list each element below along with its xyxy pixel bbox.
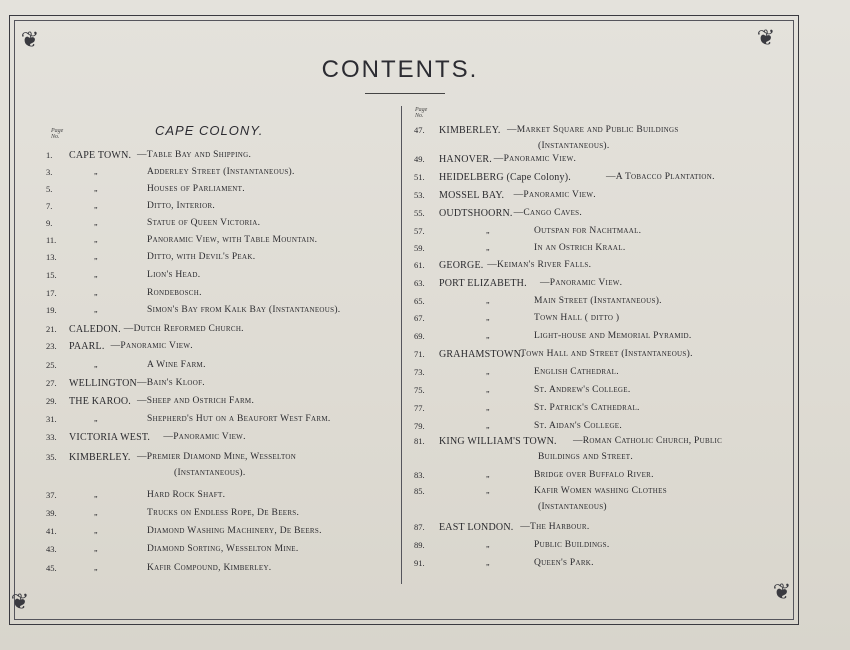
section-heading: CAPE COLONY. <box>155 123 264 138</box>
entry-description: Town Hall and Street (Instantaneous). <box>520 349 693 359</box>
contents-entry <box>46 341 416 355</box>
page-number: 31. <box>46 414 57 424</box>
ditto-mark: „ <box>486 243 490 252</box>
place-name: PORT ELIZABETH. <box>439 278 527 289</box>
page-number: 87. <box>414 522 425 532</box>
ditto-mark: „ <box>486 558 490 567</box>
ditto-mark: „ <box>94 508 98 517</box>
entry-description: —Premier Diamond Mine, Wesselton <box>137 452 297 462</box>
entry-description: —A Tobacco Plantation. <box>606 172 715 182</box>
entry-description: A Wine Farm. <box>147 360 206 370</box>
page-number: 77. <box>414 403 425 413</box>
page-number: 63. <box>414 278 425 288</box>
ditto-mark: „ <box>94 414 98 423</box>
contents-entry <box>414 208 784 222</box>
page-number: 67. <box>414 313 425 323</box>
page-number: 35. <box>46 452 57 462</box>
page-number: 23. <box>46 341 57 351</box>
ditto-mark: „ <box>94 544 98 553</box>
ditto-mark: „ <box>486 385 490 394</box>
entry-description: Shepherd's Hut on a Beaufort West Farm. <box>147 414 331 424</box>
page-number: 29. <box>46 396 57 406</box>
ditto-mark: „ <box>94 305 98 314</box>
page-number: 19. <box>46 305 57 315</box>
contents-entry <box>414 403 784 417</box>
entry-description: Statue of Queen Victoria. <box>147 218 261 228</box>
place-name: VICTORIA WEST. <box>69 432 151 443</box>
ditto-mark: „ <box>94 490 98 499</box>
page-number: 49. <box>414 154 425 164</box>
page-number: 85. <box>414 486 425 496</box>
ditto-mark: „ <box>486 367 490 376</box>
page-number: 71. <box>414 349 425 359</box>
entry-description: Outspan for Nachtmaal. <box>534 226 642 236</box>
place-name: GEORGE. <box>439 260 484 271</box>
page-number: 43. <box>46 544 57 554</box>
entry-description: —Panoramic View. <box>110 341 193 351</box>
entry-description: Public Buildings. <box>534 540 610 550</box>
contents-entry <box>46 324 416 338</box>
entry-description: Ditto, with Devil's Peak. <box>147 252 256 262</box>
place-name: EAST LONDON. <box>439 522 514 533</box>
contents-entry <box>46 360 416 374</box>
entry-description: —Roman Catholic Church, Public <box>573 436 723 446</box>
page-number: 65. <box>414 296 425 306</box>
entry-description: Queen's Park. <box>534 558 594 568</box>
place-name: KIMBERLEY. <box>69 452 131 463</box>
ditto-mark: „ <box>94 252 98 261</box>
page-number: 5. <box>46 184 53 194</box>
entry-description: Rondebosch. <box>147 288 202 298</box>
entry-description: Hard Rock Shaft. <box>147 490 226 500</box>
place-name: HANOVER. <box>439 154 492 165</box>
contents-entry <box>414 226 784 240</box>
entry-description: Panoramic View, with Table Mountain. <box>147 235 318 245</box>
page-number: 51. <box>414 172 425 182</box>
contents-entry <box>414 313 784 327</box>
ditto-mark: „ <box>94 218 98 227</box>
place-name: KIMBERLEY. <box>439 125 501 136</box>
entry-description: St. Andrew's College. <box>534 385 631 395</box>
ditto-mark: „ <box>94 270 98 279</box>
entry-description: —Panoramic View. <box>540 278 623 288</box>
contents-entry <box>46 526 416 540</box>
entry-description: Kafir Compound, Kimberley. <box>147 563 272 573</box>
page-number: 17. <box>46 288 57 298</box>
page-number: 83. <box>414 470 425 480</box>
entry-description: —Panoramic View. <box>513 190 596 200</box>
page-number: 79. <box>414 421 425 431</box>
title-rule <box>365 93 445 94</box>
page-number: 7. <box>46 201 53 211</box>
ditto-mark: „ <box>486 296 490 305</box>
ditto-mark: „ <box>486 540 490 549</box>
contents-entry <box>414 522 784 536</box>
entry-description-continued: (Instantaneous) <box>538 502 607 512</box>
ditto-mark: „ <box>94 288 98 297</box>
page-title: CONTENTS. <box>321 56 479 83</box>
place-name: WELLINGTON <box>69 378 137 389</box>
entry-description: St. Patrick's Cathedral. <box>534 403 640 413</box>
contents-entry <box>46 201 416 215</box>
page-number: 61. <box>414 260 425 270</box>
entry-description: Diamond Washing Machinery, De Beers. <box>147 526 322 536</box>
contents-entry <box>46 252 416 266</box>
entry-description: Trucks on Endless Rope, De Beers. <box>147 508 300 518</box>
contents-entry <box>46 544 416 558</box>
ditto-mark: „ <box>94 184 98 193</box>
entry-description: Bridge over Buffalo River. <box>534 470 654 480</box>
ditto-mark: „ <box>94 201 98 210</box>
entry-description: —Table Bay and Shipping. <box>137 150 252 160</box>
page-number: 37. <box>46 490 57 500</box>
place-name: HEIDELBERG (Cape Colony). <box>439 172 571 183</box>
entry-description: —Market Square and Public Buildings <box>507 125 679 135</box>
contents-entry <box>414 260 784 274</box>
entry-description: —Panoramic View. <box>493 154 577 164</box>
entry-description: Lion's Head. <box>147 270 201 280</box>
contents-entry <box>46 305 416 319</box>
page-number: 47. <box>414 125 425 135</box>
entry-description: —Cango Caves. <box>513 208 583 218</box>
page-number: 21. <box>46 324 57 334</box>
contents-entry <box>46 508 416 522</box>
entry-description: St. Aidan's College. <box>534 421 623 431</box>
page-number: 55. <box>414 208 425 218</box>
page-number: 41. <box>46 526 57 536</box>
entry-description: —Bain's Kloof. <box>137 378 205 388</box>
contents-entry <box>46 235 416 249</box>
contents-entry <box>414 436 784 468</box>
page-number: 11. <box>46 235 57 245</box>
page-number: 81. <box>414 436 425 446</box>
entry-description: Simon's Bay from Kalk Bay (Instantaneous). <box>147 305 341 315</box>
place-name: MOSSEL BAY. <box>439 190 505 201</box>
entry-description: Ditto, Interior. <box>147 201 216 211</box>
page-number: 39. <box>46 508 57 518</box>
place-name: OUDTSHOORN. <box>439 208 513 219</box>
entry-description: Diamond Sorting, Wesselton Mine. <box>147 544 299 554</box>
contents-entry <box>46 184 416 198</box>
entry-description: Light-house and Memorial Pyramid. <box>534 331 692 341</box>
contents-entry <box>414 486 784 518</box>
page-number-label: Page No. <box>51 128 64 140</box>
contents-entry <box>46 432 416 446</box>
corner-ornament-icon: ❦ <box>756 25 776 50</box>
page-number: 73. <box>414 367 425 377</box>
contents-entry <box>46 563 416 577</box>
contents-entry <box>46 288 416 302</box>
place-name: CALEDON. <box>69 324 121 335</box>
entry-description: Houses of Parliament. <box>147 184 245 194</box>
ditto-mark: „ <box>486 313 490 322</box>
page-number: 9. <box>46 218 53 228</box>
contents-entry <box>414 190 784 204</box>
contents-entry <box>46 414 416 428</box>
page-number: 75. <box>414 385 425 395</box>
contents-entry <box>414 540 784 554</box>
page-number: 27. <box>46 378 57 388</box>
page-number: 25. <box>46 360 57 370</box>
contents-entry <box>414 349 784 363</box>
entry-description: —Keiman's River Falls. <box>487 260 592 270</box>
page-number: 59. <box>414 243 425 253</box>
page-number: 15. <box>46 270 57 280</box>
ditto-mark: „ <box>486 421 490 430</box>
entry-description: In an Ostrich Kraal. <box>534 243 626 253</box>
ditto-mark: „ <box>94 360 98 369</box>
contents-entry <box>46 270 416 284</box>
page-number: 53. <box>414 190 425 200</box>
contents-entry <box>414 331 784 345</box>
contents-entry <box>414 125 784 157</box>
contents-entry <box>414 154 784 168</box>
contents-entry <box>414 558 784 572</box>
contents-entry <box>414 296 784 310</box>
entry-description: —Sheep and Ostrich Farm. <box>137 396 255 406</box>
entry-description: —Dutch Reformed Church. <box>123 324 244 334</box>
ditto-mark: „ <box>486 470 490 479</box>
entry-description: Main Street (Instantaneous). <box>534 296 662 306</box>
entry-description: —The Harbour. <box>520 522 590 532</box>
corner-ornament-icon: ❦ <box>772 579 792 604</box>
contents-entry <box>414 172 784 186</box>
ditto-mark: „ <box>94 526 98 535</box>
page-number: 57. <box>414 226 425 236</box>
place-name: CAPE TOWN. <box>69 150 132 161</box>
page-number: 13. <box>46 252 57 262</box>
ditto-mark: „ <box>486 331 490 340</box>
page-number: 89. <box>414 540 425 550</box>
corner-ornament-icon: ❦ <box>20 27 40 52</box>
page-number: 3. <box>46 167 53 177</box>
contents-entry <box>46 490 416 504</box>
entry-description: Town Hall ( ditto ) <box>534 313 620 323</box>
contents-entry <box>414 367 784 381</box>
contents-entry <box>46 396 416 410</box>
ditto-mark: „ <box>486 403 490 412</box>
entry-description-continued: (Instantaneous). <box>174 468 246 478</box>
contents-entry <box>46 218 416 232</box>
contents-entry <box>414 243 784 257</box>
contents-entry <box>46 378 416 392</box>
page-number: 91. <box>414 558 425 568</box>
entry-description: Kafir Women washing Clothes <box>534 486 667 496</box>
entry-description-continued: Buildings and Street. <box>538 452 634 462</box>
contents-entry <box>414 421 784 435</box>
contents-entry <box>414 278 784 292</box>
contents-entry <box>46 150 416 164</box>
page-number: 1. <box>46 150 53 160</box>
contents-entry <box>46 452 416 484</box>
page-number: 33. <box>46 432 57 442</box>
place-name: KING WILLIAM'S TOWN. <box>439 436 557 447</box>
entry-description: English Cathedral. <box>534 367 619 377</box>
contents-entry <box>414 385 784 399</box>
page-number-label: Page No. <box>415 107 428 119</box>
contents-entry <box>414 470 784 484</box>
ditto-mark: „ <box>486 486 490 495</box>
place-name: PAARL. <box>69 341 105 352</box>
corner-ornament-icon: ❦ <box>10 589 30 614</box>
place-name: GRAHAMSTOWN. <box>439 349 524 360</box>
entry-description: Adderley Street (Instantaneous). <box>147 167 295 177</box>
ditto-mark: „ <box>94 563 98 572</box>
entry-description-continued: (Instantaneous). <box>538 141 610 151</box>
page-number: 69. <box>414 331 425 341</box>
ditto-mark: „ <box>486 226 490 235</box>
page-number: 45. <box>46 563 57 573</box>
contents-entry <box>46 167 416 181</box>
ditto-mark: „ <box>94 235 98 244</box>
ditto-mark: „ <box>94 167 98 176</box>
entry-description: —Panoramic View. <box>163 432 246 442</box>
place-name: THE KAROO. <box>69 396 131 407</box>
